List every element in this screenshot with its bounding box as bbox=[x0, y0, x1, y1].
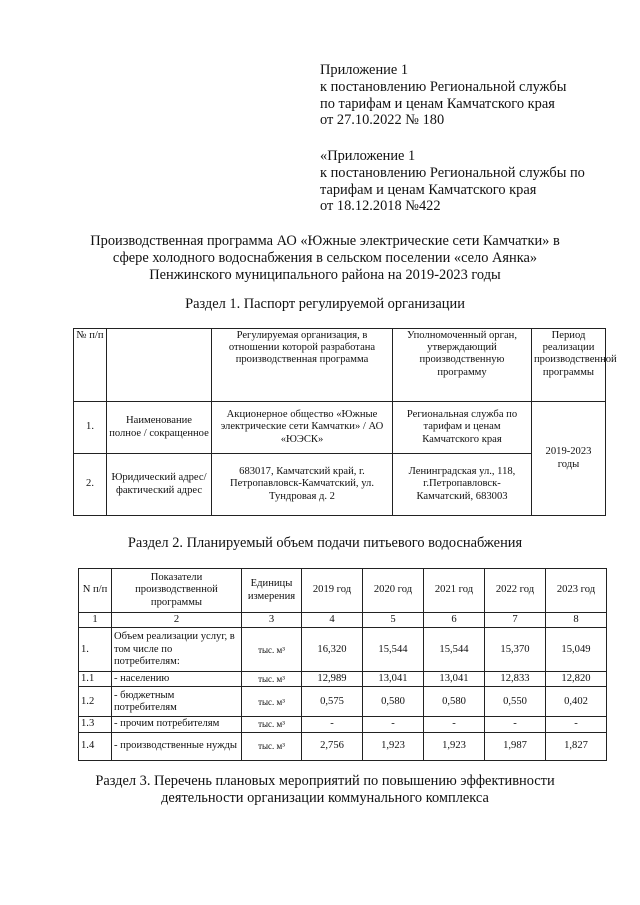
appendix-header-original bbox=[320, 148, 585, 215]
row-number: 1.4 bbox=[79, 732, 112, 760]
header-cell: 2022 год bbox=[485, 569, 546, 613]
title-line: Пенжинского муниципального района на 2019-2023 годы bbox=[149, 267, 501, 283]
index-cell: 5 bbox=[363, 613, 424, 628]
value-cell: 0,580 bbox=[363, 687, 424, 717]
index-cell: 2 bbox=[112, 613, 242, 628]
value-cell: 0,580 bbox=[424, 687, 485, 717]
header-cell bbox=[107, 329, 212, 402]
value-cell: - bbox=[302, 717, 363, 732]
value-cell: - bbox=[424, 717, 485, 732]
index-cell: 1 bbox=[79, 613, 112, 628]
index-cell: 7 bbox=[485, 613, 546, 628]
column-index-row bbox=[79, 613, 607, 628]
table-row bbox=[79, 717, 607, 732]
value-cell: 1,827 bbox=[546, 732, 607, 760]
appendix-line: по тарифам и ценам Камчатского края bbox=[320, 95, 555, 112]
header-cell: Регулируемая организация, в отношении которой разработана производственная программа bbox=[212, 329, 393, 402]
value-cell: 12,820 bbox=[546, 672, 607, 687]
row-number: 1. bbox=[74, 402, 107, 454]
header-cell: Период реализации производственной программы bbox=[532, 329, 606, 402]
appendix-line: от 18.12.2018 №422 bbox=[320, 198, 441, 215]
header-cell: Уполномоченный орган, утверждающий производственную программу bbox=[393, 329, 532, 402]
value-cell: 1,923 bbox=[363, 732, 424, 760]
row-label: - прочим потребителям bbox=[112, 717, 242, 732]
value-cell: 12,989 bbox=[302, 672, 363, 687]
appendix-line: к постановлению Региональной службы bbox=[320, 78, 567, 95]
title-line: сфере холодного водоснабжения в сельском поселении «село Аянка» bbox=[112, 250, 538, 266]
value-cell: 16,320 bbox=[302, 628, 363, 672]
value-cell: 12,833 bbox=[485, 672, 546, 687]
index-cell: 8 bbox=[546, 613, 607, 628]
row-label: - бюджетным потребителям bbox=[112, 687, 242, 717]
value-cell: 2,756 bbox=[302, 732, 363, 760]
header-cell: 2023 год bbox=[546, 569, 607, 613]
unit-cell: тыс. м³ bbox=[242, 672, 302, 687]
row-number: 1.2 bbox=[79, 687, 112, 717]
header-cell: 2020 год bbox=[363, 569, 424, 613]
volume-table bbox=[78, 568, 607, 761]
table-row bbox=[79, 672, 607, 687]
row-number: 2. bbox=[74, 454, 107, 516]
value-cell: 1,923 bbox=[424, 732, 485, 760]
index-cell: 3 bbox=[242, 613, 302, 628]
value-cell: - bbox=[485, 717, 546, 732]
authority-cell: Региональная служба по тарифам и ценам Камчатского края bbox=[393, 402, 532, 454]
index-cell: 6 bbox=[424, 613, 485, 628]
period-cell: 2019-2023 годы bbox=[532, 402, 606, 516]
value-cell: 15,544 bbox=[424, 628, 485, 672]
section3-title-line: Раздел 3. Перечень плановых мероприятий по повышению эффективности bbox=[95, 773, 555, 789]
org-cell: Акционерное общество «Южные электрические сети Камчатки» / АО «ЮЭСК» bbox=[212, 402, 393, 454]
header-cell: 2021 год bbox=[424, 569, 485, 613]
value-cell: 15,370 bbox=[485, 628, 546, 672]
section3-title-line: деятельности организации коммунального комплекса bbox=[161, 790, 489, 806]
unit-cell: тыс. м³ bbox=[242, 717, 302, 732]
value-cell: 0,550 bbox=[485, 687, 546, 717]
passport-table bbox=[73, 328, 617, 516]
table-row bbox=[79, 687, 607, 717]
table-row bbox=[74, 402, 606, 454]
unit-cell: тыс. м³ bbox=[242, 732, 302, 760]
row-number: 1.3 bbox=[79, 717, 112, 732]
table-row bbox=[74, 454, 606, 516]
section2-title: Раздел 2. Планируемый объем подачи питьевого водоснабжения bbox=[127, 535, 523, 551]
table-header-row bbox=[74, 329, 606, 402]
value-cell: 13,041 bbox=[424, 672, 485, 687]
value-cell: 13,041 bbox=[363, 672, 424, 687]
appendix-line: от 27.10.2022 № 180 bbox=[320, 112, 445, 129]
appendix-line: тарифам и ценам Камчатского края bbox=[320, 181, 537, 198]
unit-cell: тыс. м³ bbox=[242, 628, 302, 672]
header-cell: № п/п bbox=[74, 329, 107, 402]
row-label: - населению bbox=[112, 672, 242, 687]
value-cell: 0,402 bbox=[546, 687, 607, 717]
document-title bbox=[60, 233, 590, 284]
table-row bbox=[79, 732, 607, 760]
header-cell: Показатели производственной программы bbox=[112, 569, 242, 613]
appendix-line: Приложение 1 bbox=[320, 62, 409, 78]
title-line: Производственная программа АО «Южные электрические сети Камчатки» в bbox=[90, 233, 560, 249]
appendix-header-current bbox=[320, 62, 566, 129]
section1-title: Раздел 1. Паспорт регулируемой организации bbox=[185, 296, 465, 312]
value-cell: - bbox=[363, 717, 424, 732]
table-header-row bbox=[79, 569, 607, 613]
value-cell: 0,575 bbox=[302, 687, 363, 717]
authority-cell: Ленинградская ул., 118, г.Петропавловск-Камчатский, 683003 bbox=[393, 454, 532, 516]
row-label: Наименование полное / сокращенное bbox=[107, 402, 212, 454]
unit-cell: тыс. м³ bbox=[242, 687, 302, 717]
value-cell: - bbox=[546, 717, 607, 732]
row-number: 1. bbox=[79, 628, 112, 672]
row-label: Объем реализации услуг, в том числе по потребителям: bbox=[112, 628, 242, 672]
index-cell: 4 bbox=[302, 613, 363, 628]
value-cell: 1,987 bbox=[485, 732, 546, 760]
header-cell: 2019 год bbox=[302, 569, 363, 613]
header-cell: Единицы измерения bbox=[242, 569, 302, 613]
header-cell: N п/п bbox=[79, 569, 112, 613]
row-label: Юридический адрес/фактический адрес bbox=[107, 454, 212, 516]
org-cell: 683017, Камчатский край, г. Петропавловск-Камчатский, ул. Тундровая д. 2 bbox=[212, 454, 393, 516]
appendix-line: «Приложение 1 bbox=[320, 148, 416, 164]
row-label: - производственные нужды bbox=[112, 732, 242, 760]
section3-title bbox=[40, 773, 610, 807]
table-row bbox=[79, 628, 607, 672]
appendix-line: к постановлению Региональной службы по bbox=[320, 164, 585, 181]
row-number: 1.1 bbox=[79, 672, 112, 687]
value-cell: 15,544 bbox=[363, 628, 424, 672]
value-cell: 15,049 bbox=[546, 628, 607, 672]
